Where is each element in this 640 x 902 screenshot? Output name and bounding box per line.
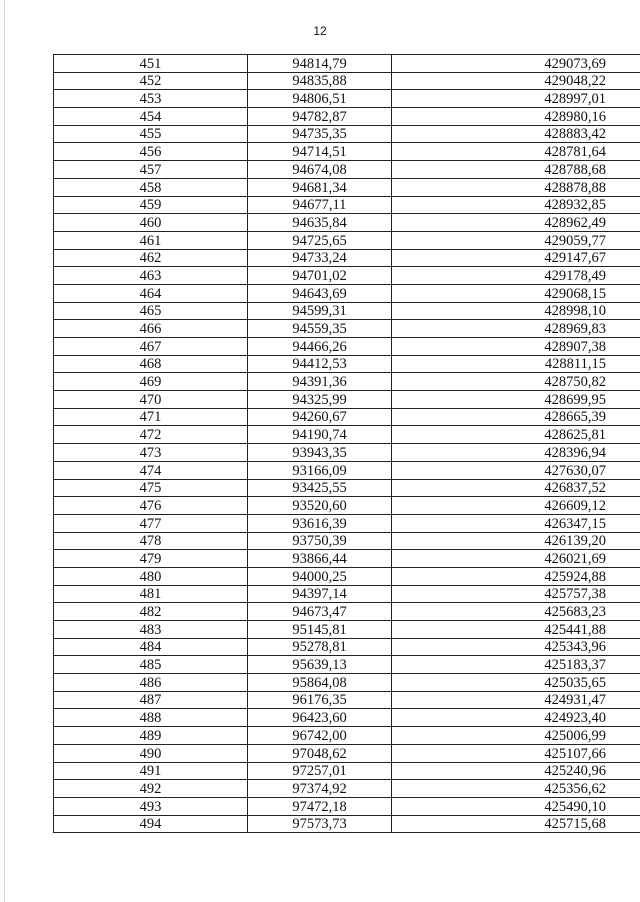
y-coordinate-cell: 429147,67 [392,249,640,267]
x-coordinate-cell: 94681,34 [248,178,392,196]
point-number-cell: 492 [54,780,248,798]
x-coordinate-cell: 94412,53 [248,355,392,373]
y-coordinate-cell: 425356,62 [392,780,640,798]
table-row [54,709,640,727]
point-number-cell: 462 [54,249,248,267]
x-coordinate-cell: 93943,35 [248,444,392,462]
y-coordinate-cell: 425107,66 [392,744,640,762]
point-number-cell: 476 [54,497,248,515]
x-coordinate-cell: 94806,51 [248,90,392,108]
point-number-cell: 483 [54,621,248,639]
point-number-cell: 473 [54,444,248,462]
table-row [54,231,640,249]
point-number-cell: 489 [54,727,248,745]
x-coordinate-cell: 93166,09 [248,461,392,479]
y-coordinate-cell: 428997,01 [392,90,640,108]
table-row [54,621,640,639]
x-coordinate-cell: 94701,02 [248,267,392,285]
y-coordinate-cell: 428883,42 [392,125,640,143]
y-coordinate-cell: 428980,16 [392,108,640,126]
x-coordinate-cell: 94190,74 [248,426,392,444]
y-coordinate-cell: 425006,99 [392,727,640,745]
y-coordinate-cell: 426347,15 [392,514,640,532]
y-coordinate-cell: 426021,69 [392,550,640,568]
table-row [54,196,640,214]
x-coordinate-cell: 94325,99 [248,391,392,409]
point-number-cell: 479 [54,550,248,568]
point-number-cell: 485 [54,656,248,674]
table-row [54,72,640,90]
point-number-cell: 484 [54,638,248,656]
table-row [54,762,640,780]
point-number-cell: 486 [54,674,248,692]
point-number-cell: 458 [54,178,248,196]
y-coordinate-cell: 425715,68 [392,815,640,833]
point-number-cell: 451 [54,55,248,73]
y-coordinate-cell: 426139,20 [392,532,640,550]
point-number-cell: 453 [54,90,248,108]
x-coordinate-cell: 97048,62 [248,744,392,762]
table-row [54,373,640,391]
y-coordinate-cell: 428907,38 [392,338,640,356]
table-row [54,338,640,356]
table-row [54,497,640,515]
x-coordinate-cell: 94635,84 [248,214,392,232]
table-row [54,143,640,161]
table-row [54,532,640,550]
x-coordinate-cell: 94673,47 [248,603,392,621]
x-coordinate-cell: 94397,14 [248,585,392,603]
y-coordinate-cell: 429178,49 [392,267,640,285]
table-row [54,320,640,338]
y-coordinate-cell: 429048,22 [392,72,640,90]
point-number-cell: 471 [54,408,248,426]
table-row [54,797,640,815]
x-coordinate-cell: 94260,67 [248,408,392,426]
y-coordinate-cell: 425683,23 [392,603,640,621]
table-row [54,302,640,320]
y-coordinate-cell: 425343,96 [392,638,640,656]
table-row [54,90,640,108]
point-number-cell: 491 [54,762,248,780]
table-row [54,815,640,833]
x-coordinate-cell: 93750,39 [248,532,392,550]
x-coordinate-cell: 94599,31 [248,302,392,320]
y-coordinate-cell: 429068,15 [392,284,640,302]
y-coordinate-cell: 428396,94 [392,444,640,462]
point-number-cell: 463 [54,267,248,285]
y-coordinate-cell: 428788,68 [392,161,640,179]
point-number-cell: 475 [54,479,248,497]
point-number-cell: 480 [54,567,248,585]
x-coordinate-cell: 94733,24 [248,249,392,267]
table-row [54,656,640,674]
y-coordinate-cell: 426837,52 [392,479,640,497]
y-coordinate-cell: 428699,95 [392,391,640,409]
point-number-cell: 467 [54,338,248,356]
table-row [54,267,640,285]
y-coordinate-cell: 425035,65 [392,674,640,692]
y-coordinate-cell: 428878,88 [392,178,640,196]
y-coordinate-cell: 428969,83 [392,320,640,338]
table-row [54,674,640,692]
y-coordinate-cell: 428962,49 [392,214,640,232]
point-number-cell: 461 [54,231,248,249]
y-coordinate-cell: 425924,88 [392,567,640,585]
table-row [54,479,640,497]
point-number-cell: 452 [54,72,248,90]
y-coordinate-cell: 425240,96 [392,762,640,780]
x-coordinate-cell: 94559,35 [248,320,392,338]
table-row [54,161,640,179]
y-coordinate-cell: 429073,69 [392,55,640,73]
y-coordinate-cell: 425490,10 [392,797,640,815]
x-coordinate-cell: 94677,11 [248,196,392,214]
table-row [54,214,640,232]
x-coordinate-cell: 96176,35 [248,691,392,709]
x-coordinate-cell: 97257,01 [248,762,392,780]
table-row [54,178,640,196]
x-coordinate-cell: 96423,60 [248,709,392,727]
y-coordinate-cell: 428750,82 [392,373,640,391]
point-number-cell: 466 [54,320,248,338]
table-row [54,744,640,762]
point-number-cell: 468 [54,355,248,373]
x-coordinate-cell: 94814,79 [248,55,392,73]
y-coordinate-cell: 425757,38 [392,585,640,603]
point-number-cell: 464 [54,284,248,302]
x-coordinate-cell: 94725,65 [248,231,392,249]
point-number-cell: 481 [54,585,248,603]
point-number-cell: 494 [54,815,248,833]
x-coordinate-cell: 97472,18 [248,797,392,815]
x-coordinate-cell: 95639,13 [248,656,392,674]
scan-edge-line [4,0,5,902]
x-coordinate-cell: 93520,60 [248,497,392,515]
point-number-cell: 470 [54,391,248,409]
table-row [54,249,640,267]
table-row [54,585,640,603]
y-coordinate-cell: 424931,47 [392,691,640,709]
table-row [54,514,640,532]
point-number-cell: 477 [54,514,248,532]
point-number-cell: 472 [54,426,248,444]
y-coordinate-cell: 428781,64 [392,143,640,161]
y-coordinate-cell: 428932,85 [392,196,640,214]
x-coordinate-cell: 95864,08 [248,674,392,692]
point-number-cell: 490 [54,744,248,762]
table-row [54,780,640,798]
table-row [54,603,640,621]
point-number-cell: 469 [54,373,248,391]
table-row [54,408,640,426]
table-row [54,444,640,462]
table-row [54,550,640,568]
point-number-cell: 459 [54,196,248,214]
y-coordinate-cell: 428811,15 [392,355,640,373]
x-coordinate-cell: 97374,92 [248,780,392,798]
x-coordinate-cell: 93616,39 [248,514,392,532]
table-row [54,727,640,745]
table-row [54,391,640,409]
x-coordinate-cell: 93425,55 [248,479,392,497]
page-number: 12 [313,24,327,38]
point-number-cell: 487 [54,691,248,709]
x-coordinate-cell: 94000,25 [248,567,392,585]
x-coordinate-cell: 94643,69 [248,284,392,302]
x-coordinate-cell: 94735,35 [248,125,392,143]
point-number-cell: 478 [54,532,248,550]
table-row [54,108,640,126]
point-number-cell: 488 [54,709,248,727]
y-coordinate-cell: 428625,81 [392,426,640,444]
coordinates-table-body [54,55,640,833]
x-coordinate-cell: 97573,73 [248,815,392,833]
table-row [54,125,640,143]
y-coordinate-cell: 428998,10 [392,302,640,320]
point-number-cell: 455 [54,125,248,143]
y-coordinate-cell: 426609,12 [392,497,640,515]
table-row [54,638,640,656]
table-row [54,55,640,73]
y-coordinate-cell: 429059,77 [392,231,640,249]
y-coordinate-cell: 427630,07 [392,461,640,479]
y-coordinate-cell: 425183,37 [392,656,640,674]
point-number-cell: 454 [54,108,248,126]
y-coordinate-cell: 428665,39 [392,408,640,426]
x-coordinate-cell: 93866,44 [248,550,392,568]
point-number-cell: 493 [54,797,248,815]
y-coordinate-cell: 425441,88 [392,621,640,639]
point-number-cell: 456 [54,143,248,161]
point-number-cell: 465 [54,302,248,320]
y-coordinate-cell: 424923,40 [392,709,640,727]
coordinates-table [53,54,640,833]
x-coordinate-cell: 94782,87 [248,108,392,126]
table-row [54,461,640,479]
table-row [54,284,640,302]
x-coordinate-cell: 94714,51 [248,143,392,161]
x-coordinate-cell: 96742,00 [248,727,392,745]
x-coordinate-cell: 94466,26 [248,338,392,356]
point-number-cell: 460 [54,214,248,232]
point-number-cell: 482 [54,603,248,621]
table-row [54,691,640,709]
x-coordinate-cell: 95145,81 [248,621,392,639]
table-row [54,355,640,373]
table-row [54,567,640,585]
x-coordinate-cell: 95278,81 [248,638,392,656]
x-coordinate-cell: 94674,08 [248,161,392,179]
point-number-cell: 474 [54,461,248,479]
point-number-cell: 457 [54,161,248,179]
x-coordinate-cell: 94391,36 [248,373,392,391]
x-coordinate-cell: 94835,88 [248,72,392,90]
table-row [54,426,640,444]
